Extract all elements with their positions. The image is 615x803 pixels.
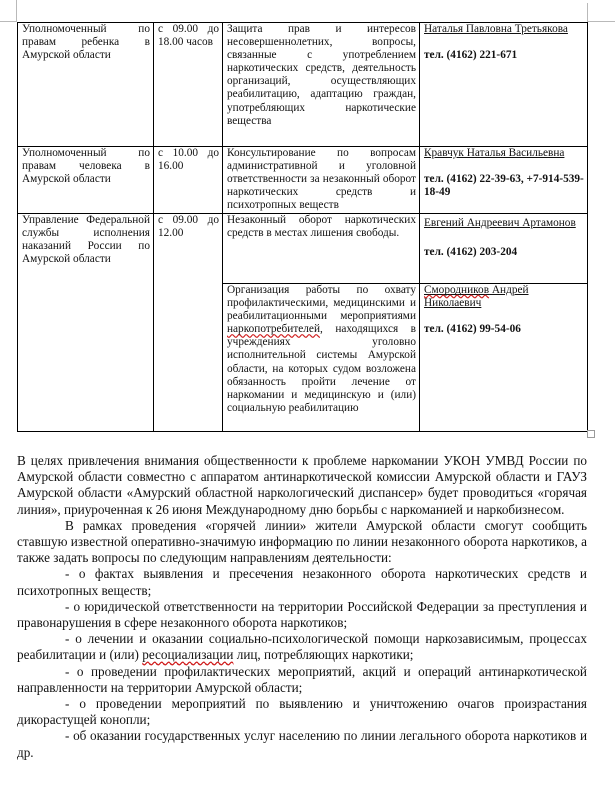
contact-name: Наталья Павловна Третьякова <box>424 23 568 35</box>
document-body <box>17 453 587 761</box>
crop-mark-right-horizontal <box>587 21 615 22</box>
bullet-item: - об оказании государственных услуг населению по линии легального оборота наркотиков и др. <box>17 728 587 760</box>
hours-cell: с 09.00 до 12.00 <box>154 214 223 432</box>
bullet-item: - о проведении профилактических мероприятий, акций и операций антинаркотической направленности на территории Амурской области; <box>17 663 587 695</box>
table-row <box>18 23 588 147</box>
contact-cell <box>420 23 588 147</box>
bullet-item: - о проведении мероприятий по выявлению и уничтожению очагов произрастания дикорастущей конопли; <box>17 696 587 728</box>
topics-cell: Консультирование по вопросам административной и уголовной ответственности за незаконный оборот наркотических средств и психотропных веществ <box>223 147 420 214</box>
contact-name: Кравчук Наталья Васильевна <box>424 147 565 159</box>
bullet-item: - о юридической ответственности на территории Российской Федерации за преступления и правонарушения в сфере незаконного оборота наркотиков; <box>17 598 587 631</box>
organization-cell: Уполномоченный по правам человека в Амурской области <box>18 147 154 214</box>
contact-cell <box>420 284 588 432</box>
hours-cell: с 09.00 до 18.00 часов <box>154 23 223 147</box>
bullet-item: - о фактах выявления и пресечения незаконного оборота наркотических средств и психотропных веществ; <box>17 566 587 598</box>
lead-paragraph: В рамках проведения «горячей линии» жители Амурской области смогут сообщить ставшую известной оперативно-значимую информацию по линии незаконного оборота наркотиков, а также задать вопросы по следующим направлениям деятельности: <box>17 517 587 566</box>
organization-cell: Управление Федеральной службы исполнения наказаний России по Амурской области <box>18 214 154 432</box>
topics-cell: Защита прав и интересов несовершеннолетних, вопросы, связанные с употреблением наркотических средств, деятельность организаций, осуществляющих реабилитацию, адаптацию граждан, употребляющих наркотические вещества <box>223 23 420 147</box>
contact-phone: тел. (4162) 203-204 <box>424 246 518 258</box>
spellcheck-flagged-word[interactable]: Смородников <box>424 284 490 296</box>
crop-mark-left-vertical <box>16 0 17 22</box>
contact-cell <box>420 147 588 214</box>
table-row <box>18 147 588 214</box>
hours-cell: с 10.00 до 16.00 <box>154 147 223 214</box>
topics-cell: Незаконный оборот наркотических средств в местах лишения свободы. <box>223 214 420 284</box>
intro-paragraph: В целях привлечения внимания общественности к проблеме наркомании УКОН УМВД России по Амурской области совместно с аппаратом антинаркотической комиссии Амурской области и ГАУЗ Амурской области «Амурский областной наркологический диспансер» будет проводиться «горячая линия», приуроченная к 26 июня Международному дню борьбы с наркоманией и наркобизнесом. <box>17 453 587 517</box>
bullet-item: - о лечении и оказании социально-психологической помощи наркозависимым, процессах реабилитации и (или) ресоциализации лиц, потребляющих наркотики; <box>17 631 587 663</box>
contact-phone: тел. (4162) 99-54-06 <box>424 323 521 336</box>
spellcheck-flagged-word[interactable]: наркопотребителей <box>227 323 320 336</box>
contact-phone: тел. (4162) 221-671 <box>424 49 518 62</box>
table-resize-handle[interactable] <box>587 430 595 438</box>
hotline-contacts-table <box>17 22 588 432</box>
contact-cell <box>420 214 588 284</box>
spellcheck-flagged-word[interactable]: ресоциализации <box>142 647 234 663</box>
table-row <box>18 214 588 284</box>
crop-mark-left-horizontal <box>0 21 17 22</box>
contact-name: Евгений Андреевич Артамонов <box>424 217 576 229</box>
crop-mark-right-vertical <box>587 3 588 22</box>
organization-cell: Уполномоченный по правам ребенка в Амурской области <box>18 23 154 147</box>
topics-cell: Организация работы по охвату профилактическими, медицинскими и реабилитационными мероприятиями наркопотребителей, находящихся в учреждениях уголовно исполнительной системы Амурской области, на которых судом возложена обязанность пройти лечение от наркомании и медицинскую и (или) социальную реабилитацию <box>223 284 420 432</box>
contact-name: Смородников Андрей Николаевич <box>424 284 529 310</box>
contact-phone: тел. (4162) 22-39-63, +7-914-539-18-49 <box>424 173 584 199</box>
